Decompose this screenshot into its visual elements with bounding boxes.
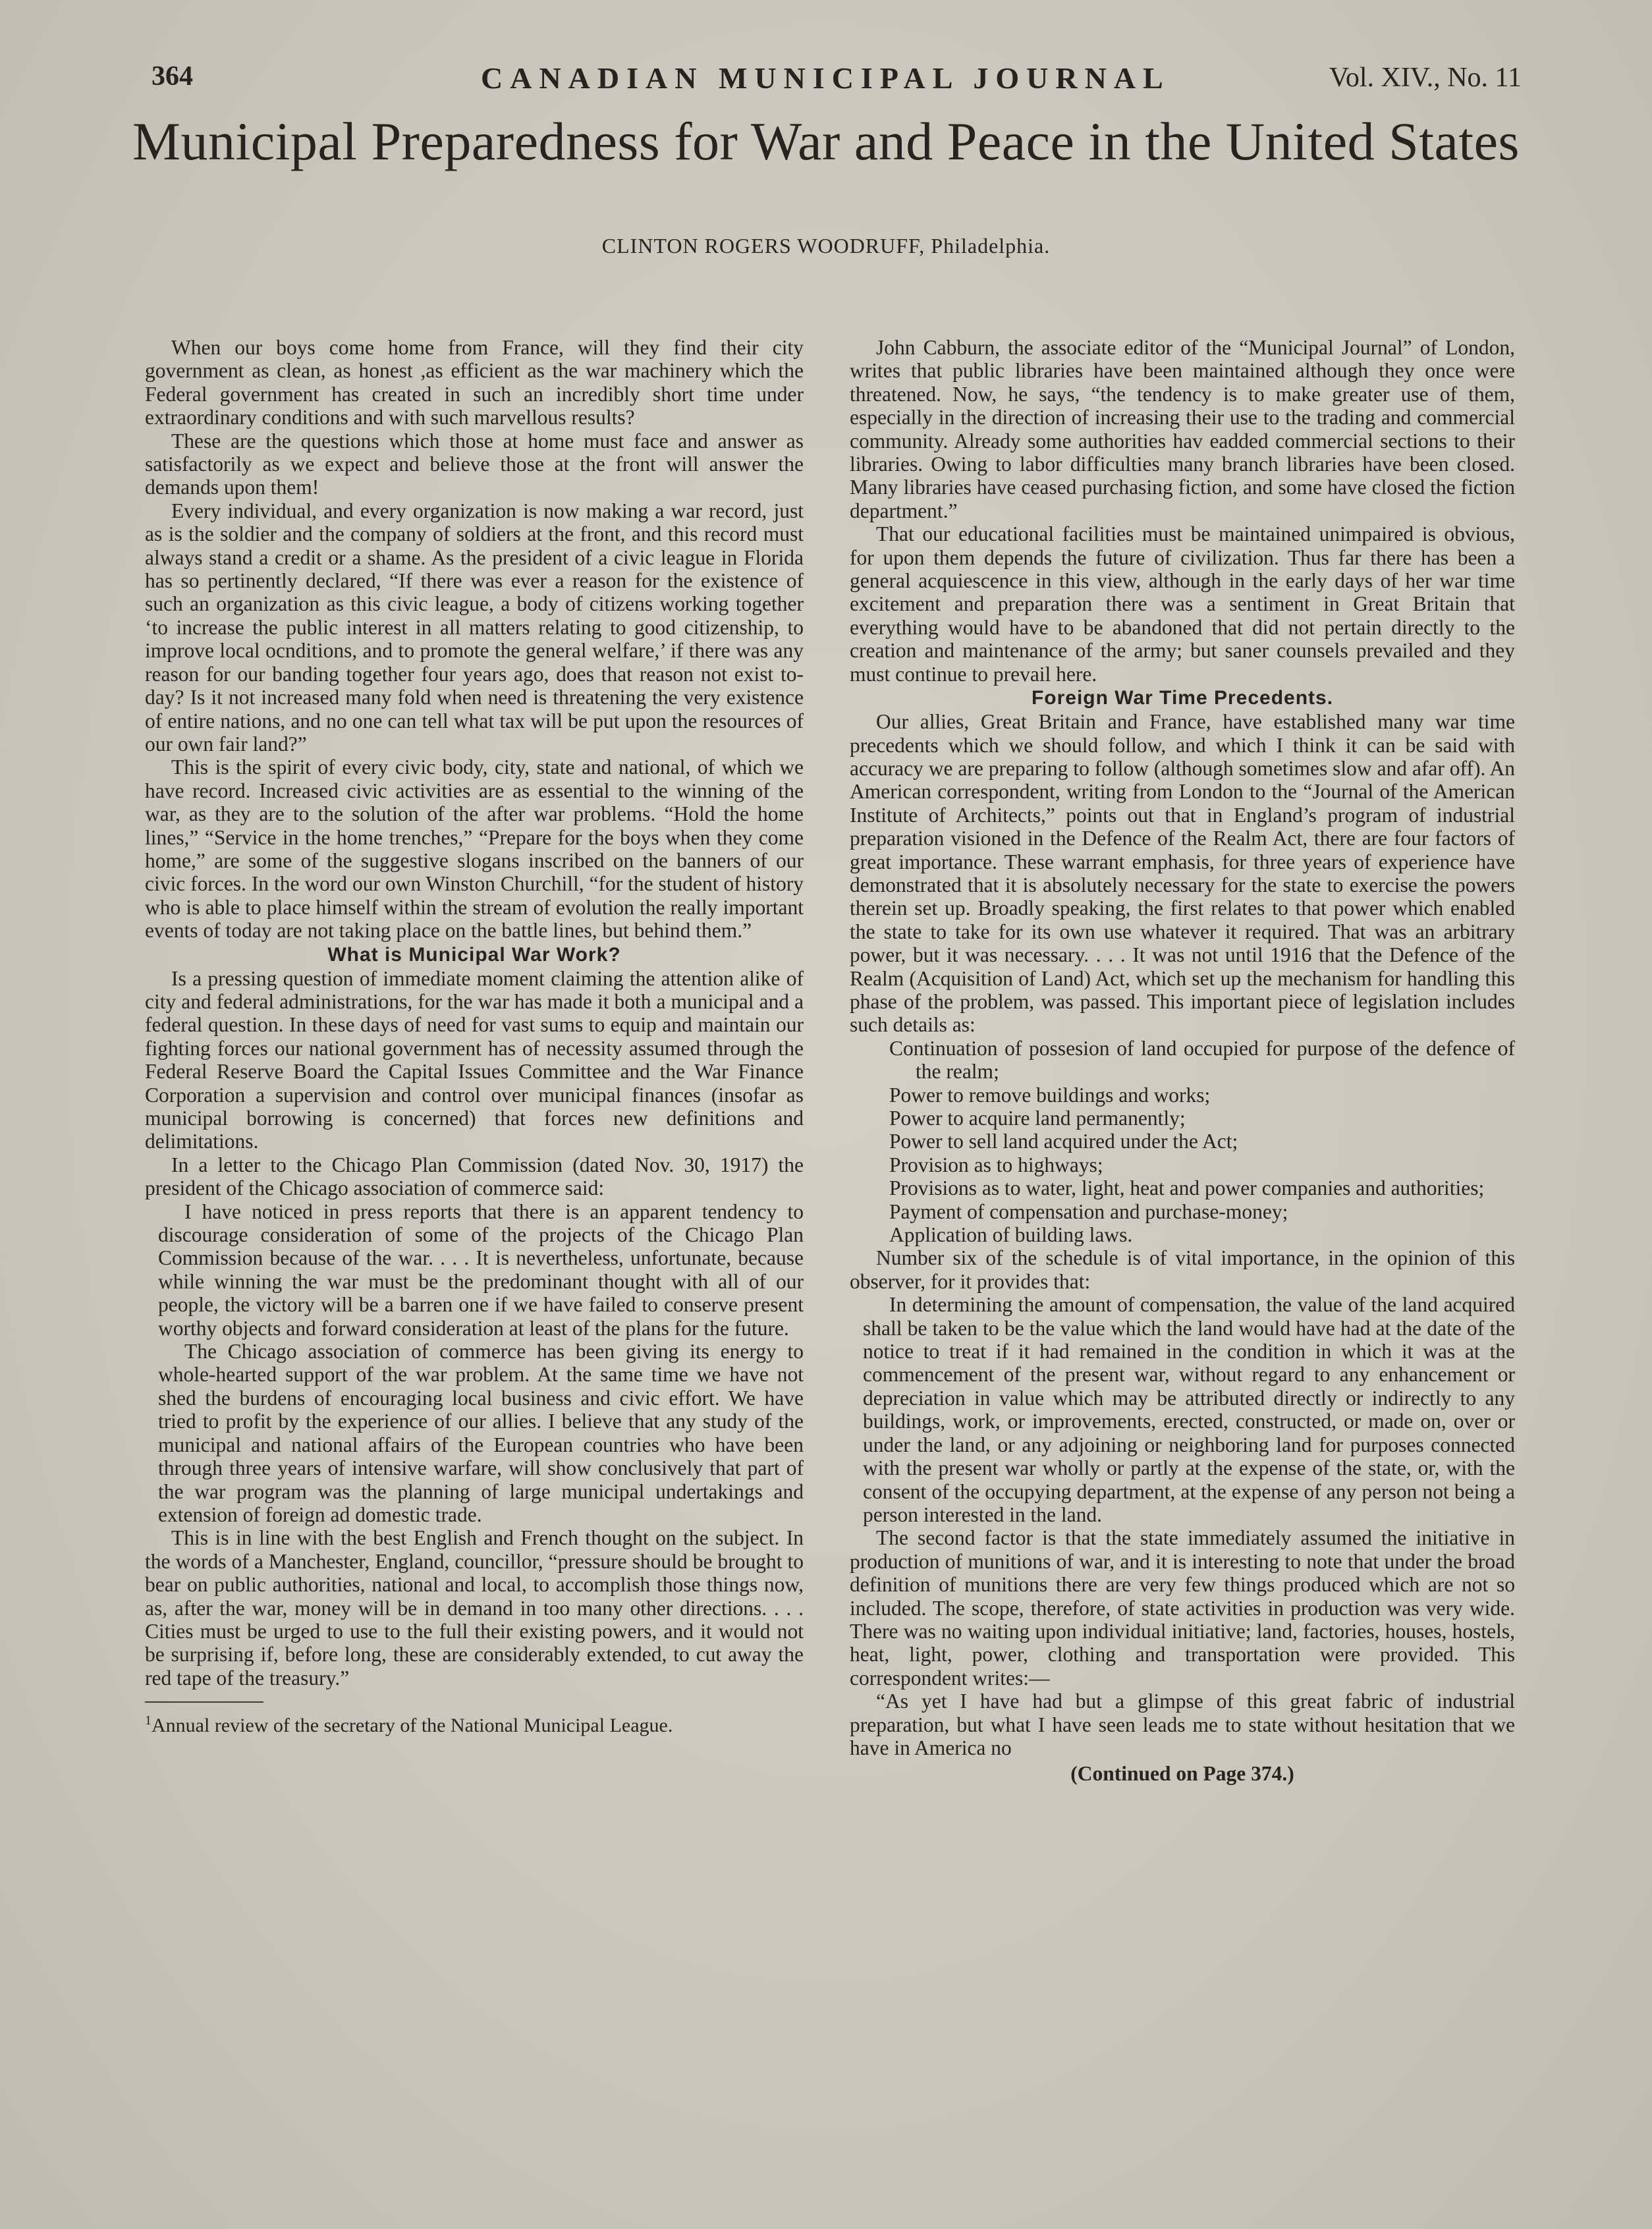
list-item: Application of building laws. — [889, 1223, 1133, 1247]
list-item: Power to sell land acquired under the Act; — [889, 1130, 1238, 1153]
list-item: Provision as to highways; — [889, 1153, 1103, 1176]
journal-name: CANADIAN MUNICIPAL JOURNAL — [481, 61, 1170, 95]
paragraph: This is the spirit of every civic body, city, state and national, of which we have record. Increased civic activities are as essential to the winning of the war, as they are to the solution of the after war problems. “Hold the home lines,” “Service in the home trenches,” “Prepare for the boys when they come home,” are some of the suggestive slogans inscribed on the banners of our civic forces. In the word our own Winston Churchill, “for the student of history who is able to place himself within the stream of evolution the really important events of today are not taking place on the battle lines, but behind them.” — [145, 756, 804, 943]
article-title: Municipal Preparedness for War and Peace in the United States — [132, 111, 1520, 171]
paragraph: In a letter to the Chicago Plan Commission (dated Nov. 30, 1917) the president of the Chicago association of commerce said: — [145, 1153, 804, 1200]
footnote — [145, 1709, 804, 1737]
quoted-provision: In determining the amount of compensation, the value of the land acquired shall be taken to be the value which the land would have had at the date of the notice to treat if it had remained in the condition in which it was at the commencement of the present war, without regard to any enhancement or depreciation in value which may be attributed directly or indirectly to any buildings, work, or improvements, erected, constructed, or made on, over or under the land, or any adjoining or neighboring land for purposes connected with the present war wholly or partly at the expense of the state, or, with the consent of the occupying department, at the expense of any person not being a person interested in the land. — [863, 1293, 1515, 1526]
section-heading: Foreign War Time Precedents. — [1031, 687, 1334, 709]
volume-issue: Vol. XIV., No. 11 — [1329, 63, 1522, 93]
paragraph: That our educational facilities must be maintained unimpaired is obvious, for upon them depends the future of civilization. Thus far there has been a general acquiescence in this view, although in the early days of her war time excitement and preparation there was a sentiment in Great Britain that everything would have to be abandoned that did not pertain directly to the creation and maintenance of the army; but saner counsels prevailed and they must continue to prevail here. — [850, 522, 1515, 686]
list-item: Power to remove buildings and works; — [889, 1083, 1211, 1107]
paragraph: “As yet I have had but a glimpse of this great fabric of industrial preparation, but what I have seen leads me to state without hesitation that we have in America no — [850, 1690, 1515, 1759]
list-item: Continuation of possesion of land occupied for purpose of the defence of the realm; — [889, 1036, 1515, 1084]
paragraph: Our allies, Great Britain and France, have established many war time precedents which we should follow, and which I think it can be said with accuracy we are preparing to follow (although sometimes slow and afar off). An American correspondent, writing from London to the “Journal of the American Institute of Architects,” points out that in England’s program of industrial preparation visioned in the Defence of the Realm Act, there are four factors of great importance. These warrant emphasis, for three years of experience have demonstrated that it is absolutely necessary for the state to exercise the powers therein set up. Broadly speaking, the first relates to that power which enabled the state to take for its own use whatever it required. That was an arbitrary power, but it was necessary. . . . It was not until 1916 that the Defence of the Realm (Acquisition of Land) Act, which set up the mechanism for handling this phase of the problem, was passed. This important piece of legislation includes such details as: — [850, 710, 1515, 1037]
paragraph: Is a pressing question of immediate moment claiming the attention alike of city and federal administrations, for the war has made it both a municipal and a federal question. In these days of need for vast sums to equip and maintain our fighting forces our national government has of necessity assumed through the Federal Reserve Board the Capital Issues Committee and the War Finance Corporation a supervision and control over municipal finances (insofar as municipal borrowing is concerned) that forces new definitions and delimitations. — [145, 966, 804, 1153]
footnote-divider — [145, 1701, 263, 1703]
quoted-letter: The Chicago association of commerce has been giving its energy to whole-hearted support of the war problem. At the same time we have not shed the burdens of encouraging local business and civic effort. We have tried to profit by the experience of our allies. I believe that any study of the municipal and national affairs of the European countries who have been through three years of intensive warfare, will show conclusively that part of the war program was the planning of large municipal undertakings and extension of foreign ad domestic trade. — [158, 1340, 804, 1526]
right-column — [850, 336, 1515, 1786]
left-column — [145, 336, 804, 1737]
continued-notice: (Continued on Page 374.) — [1070, 1762, 1294, 1786]
paragraph: The second factor is that the state immediately assumed the initiative in production of munitions of war, and it is interesting to note that under the broad definition of munitions there are very few things produced which are not so included. The scope, therefore, of state activities in production was very wide. There was no waiting upon individual initiative; land, factories, houses, hostels, heat, light, power, clothing and transportation were provided. This correspondent writes:— — [850, 1526, 1515, 1690]
footnote-marker: 1 — [145, 1713, 151, 1728]
article-byline: CLINTON ROGERS WOODRUFF, Philadelphia. — [601, 234, 1051, 258]
page-number: 364 — [151, 61, 193, 92]
section-heading: What is Municipal War Work? — [327, 943, 621, 966]
list-item: Power to acquire land permanently; — [889, 1107, 1186, 1130]
quoted-letter: I have noticed in press reports that there is an apparent tendency to discourage consideration of some of the projects of the Chicago Plan Commission because of the war. . . . It is nevertheless, unfortunate, because while winning the war must be the predominant thought with all of our people, the victory will be a barren one if we have failed to conserve present worthy objects and forward consideration at least of the plans for the future. — [158, 1199, 804, 1340]
act-details-list — [850, 1037, 1515, 1247]
paragraph: Every individual, and every organization is now making a war record, just as is the soldier and the company of soldiers at the front, and this record must always stand a credit or a shame. As the president of a civic league in Florida has so pertinently declared, “If there was ever a reason for the existence of such an organization as this civic league, a body of citizens working together ‘to increase the public interest in all matters relating to good citizenship, to improve local ocnditions, and to promote the general welfare,’ if there was any reason for our banding together four years ago, does that reason not exist to-day? Is it not increased many fold when need is threatening the very existence of entire nations, and no one can tell what tax will be put upon the resources of our own fair land?” — [145, 499, 804, 756]
paragraph: John Cabburn, the associate editor of the “Municipal Journal” of London, writes that public libraries have been maintained although they once were threatened. Now, he says, “the tendency is to make greater use of them, especially in the direction of increasing their use to the trading and commercial community. Already some authorities hav eadded commercial sections to their libraries. Owing to labor difficulties many branch libraries have been closed. Many libraries have ceased purchasing fiction, and some have closed the fiction department.” — [850, 336, 1515, 522]
paragraph: This is in line with the best English and French thought on the subject. In the words of a Manchester, England, councillor, “pressure should be brought to bear on public authorities, national and local, to accomplish those things now, as, after the war, money will be in demand in too many other directions. . . . Cities must be urged to use to the full their existing powers, and it would not be surprising if, before long, these are considerably extended, to cut away the red tape of the treasury.” — [145, 1526, 804, 1690]
running-head — [151, 61, 1522, 100]
paragraph: These are the questions which those at home must face and answer as satisfactorily as we expect and believe those at the front will answer the demands upon them! — [145, 429, 804, 499]
footnote-text: Annual review of the secretary of the National Municipal League. — [151, 1715, 673, 1737]
list-item: Payment of compensation and purchase-money; — [889, 1199, 1288, 1223]
paragraph: Number six of the schedule is of vital importance, in the opinion of this observer, for it provides that: — [850, 1246, 1515, 1293]
list-item: Provisions as to water, light, heat and power companies and authorities; — [889, 1176, 1485, 1200]
paragraph: When our boys come home from France, will they find their city government as clean, as honest ,as efficient as the war machinery which the Federal government has created in such an incredibly short time under extraordinary conditions and with such marvellous results? — [145, 336, 804, 429]
